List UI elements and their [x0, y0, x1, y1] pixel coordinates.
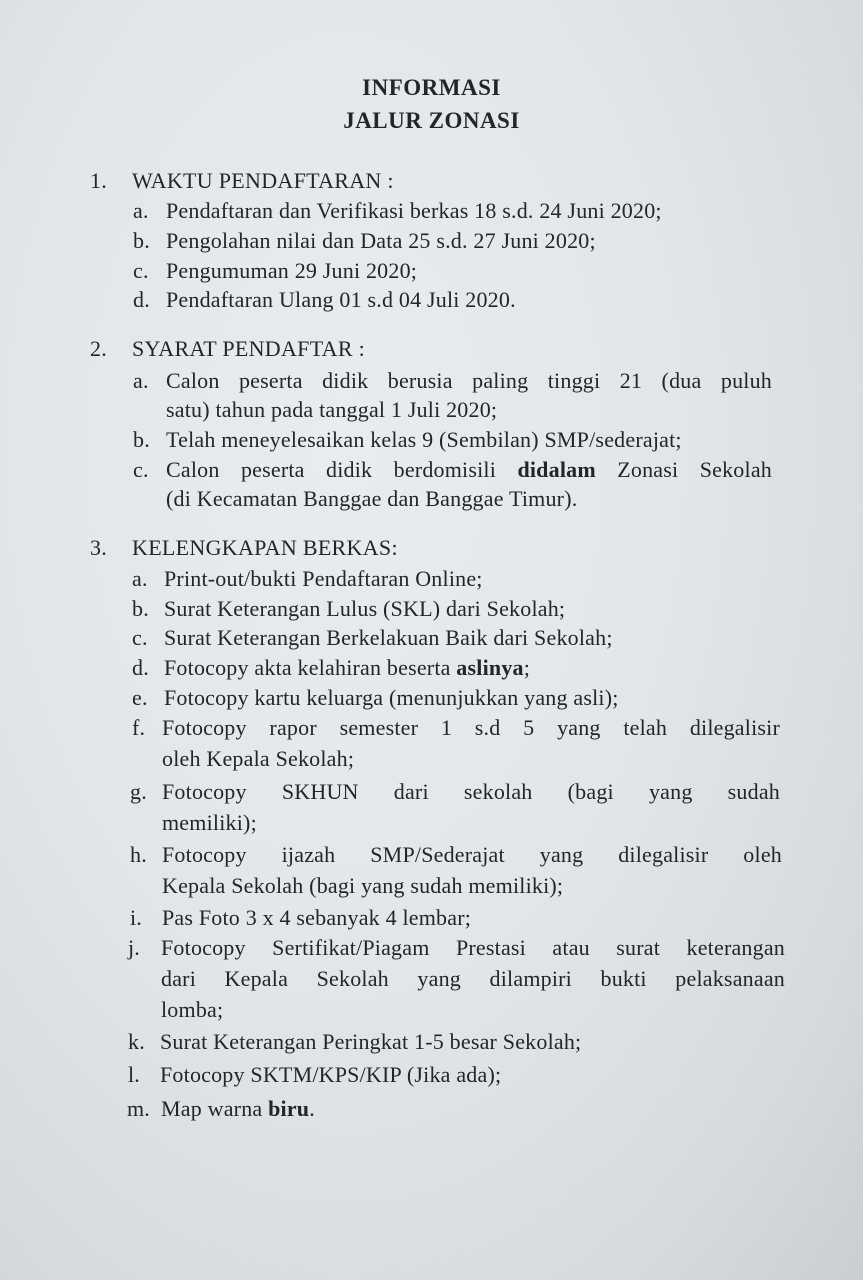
item-letter: f.: [132, 715, 146, 740]
item-text-line1: Fotocopy Sertifikat/Piagam Prestasi atau surat keterangan: [161, 935, 785, 960]
item-text-bold: biru: [268, 1096, 310, 1121]
item-text: Fotocopy SKTM/KPS/KIP (Jika ada);: [160, 1062, 502, 1087]
item-letter: b.: [133, 228, 150, 253]
item-text: Surat Keterangan Berkelakuan Baik dari Sekolah;: [164, 625, 613, 650]
item-letter: c.: [133, 457, 149, 482]
item-text-pre: Calon peserta didik berdomisili: [166, 457, 518, 482]
item-text: Telah meneyelesaikan kelas 9 (Sembilan) SMP/sederajat;: [166, 427, 682, 452]
item-text-line2: Kepala Sekolah (bagi yang sudah memiliki);: [162, 873, 564, 898]
item-text: [161, 1094, 315, 1123]
section-number: 2.: [90, 336, 108, 361]
document-title-line2: JALUR ZONASI: [343, 108, 520, 133]
item-text-pre: Map warna: [161, 1096, 269, 1121]
item-letter: d.: [133, 287, 150, 312]
item-text: Pendaftaran Ulang 01 s.d 04 Juli 2020.: [166, 287, 516, 312]
item-text-post: .: [309, 1096, 315, 1121]
item-text: Pas Foto 3 x 4 sebanyak 4 lembar;: [162, 905, 472, 930]
section-heading: WAKTU PENDAFTARAN :: [132, 168, 394, 193]
item-text: Surat Keterangan Lulus (SKL) dari Sekolah;: [164, 596, 566, 621]
item-text: Fotocopy kartu keluarga (menunjukkan yang asli);: [164, 685, 619, 710]
item-letter: a.: [133, 368, 149, 393]
item-letter: a.: [133, 198, 149, 223]
item-letter: j.: [128, 935, 141, 960]
item-letter: a.: [132, 566, 148, 591]
item-letter: g.: [130, 779, 147, 804]
section-number: 3.: [90, 535, 108, 560]
item-text-line1: Fotocopy rapor semester 1 s.d 5 yang telah dilegalisir: [162, 715, 780, 740]
section-heading: SYARAT PENDAFTAR :: [132, 336, 366, 361]
item-text: Pengumuman 29 Juni 2020;: [166, 258, 418, 283]
item-text-line1: Fotocopy SKHUN dari sekolah (bagi yang sudah: [162, 779, 780, 804]
item-text-line2: dari Kepala Sekolah yang dilampiri bukti pelaksanaan: [161, 966, 785, 991]
item-letter: k.: [128, 1029, 145, 1054]
item-letter: c.: [132, 625, 148, 650]
item-letter: i.: [130, 905, 143, 930]
item-letter: b.: [132, 596, 149, 621]
item-text-bold: didalam: [517, 457, 596, 482]
item-text-line2: memiliki);: [162, 810, 257, 835]
item-text-line1: Fotocopy ijazah SMP/Sederajat yang dilegalisir oleh: [162, 842, 782, 867]
item-letter: h.: [130, 842, 147, 867]
item-text-line2: oleh Kepala Sekolah;: [162, 746, 355, 771]
item-text: Print-out/bukti Pendaftaran Online;: [164, 566, 483, 591]
section-heading: KELENGKAPAN BERKAS:: [132, 535, 398, 560]
item-letter: e.: [132, 685, 148, 710]
item-text-line3: lomba;: [161, 997, 224, 1022]
item-text-post: ;: [523, 655, 531, 680]
item-text-bold: aslinya: [456, 655, 524, 680]
item-text: Pengolahan nilai dan Data 25 s.d. 27 Juni 2020;: [166, 228, 596, 253]
item-text-line1: Calon peserta didik berusia paling tinggi 21 (dua puluh: [166, 368, 772, 393]
item-text: Surat Keterangan Peringkat 1-5 besar Sekolah;: [160, 1029, 582, 1054]
item-letter: l.: [128, 1062, 141, 1087]
item-text-line1: [166, 455, 772, 484]
item-text-line2: (di Kecamatan Banggae dan Banggae Timur).: [166, 486, 578, 511]
item-text: Pendaftaran dan Verifikasi berkas 18 s.d. 24 Juni 2020;: [166, 198, 662, 223]
item-text-line2: satu) tahun pada tanggal 1 Juli 2020;: [166, 397, 498, 422]
section-number: 1.: [90, 168, 108, 193]
item-letter: d.: [132, 655, 149, 680]
item-letter: m.: [127, 1096, 151, 1121]
item-text-pre: Fotocopy akta kelahiran beserta: [164, 655, 457, 680]
document-title-line1: INFORMASI: [362, 75, 501, 100]
item-letter: b.: [133, 427, 150, 452]
item-letter: c.: [133, 258, 149, 283]
item-text-post: Zonasi Sekolah: [595, 457, 772, 482]
item-text: [164, 653, 530, 682]
